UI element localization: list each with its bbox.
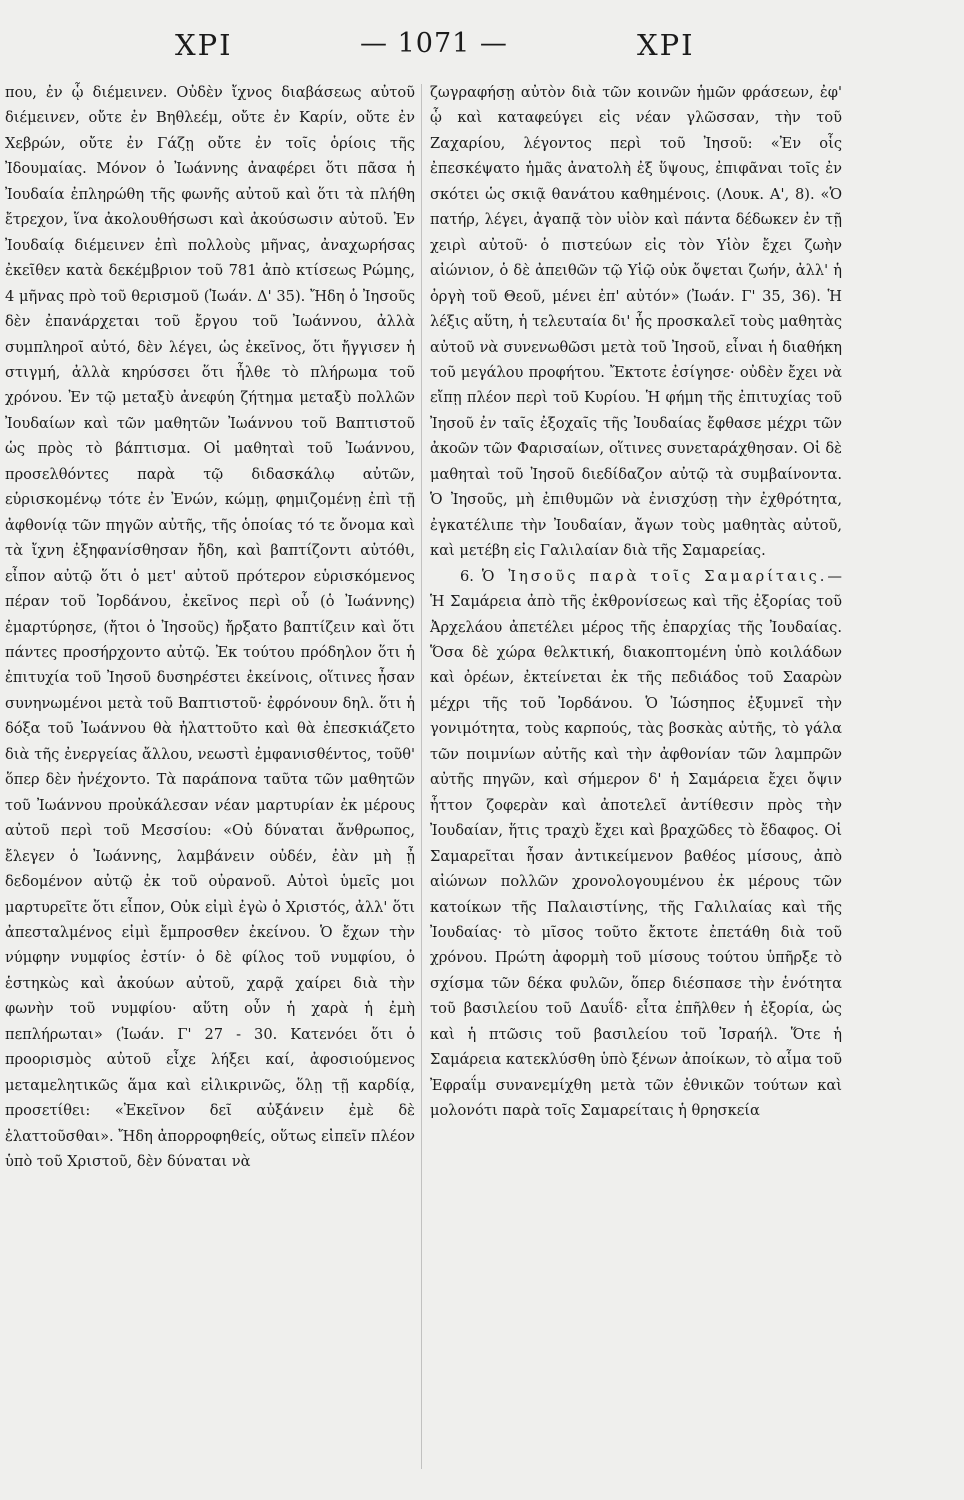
right-paragraph-1: ζωγραφήσῃ αὐτὸν διὰ τῶν κοινῶν ἡμῶν φράσεων, ἐφ' ᾧ καὶ καταφεύγει εἰς νέαν γλῶσσαν, τὴν τοῦ Ζαχαρίου, λέγοντος περὶ τοῦ Ἰησοῦ: «Ἐν οἷς ἐπεσκέψατο ἡμᾶς ἀνατολὴ ἐξ ὕψους, ἐπιφᾶναι τοῖς ἐν σκότει ὡς σκιᾷ θανάτου καθημένοις. (Λουκ. Α', 8). «Ὁ πατήρ, λέγει, ἀγαπᾷ τὸν υἱὸν καὶ πάντα δέδωκεν ἐν τῇ χειρὶ αὐτοῦ· ὁ πιστεύων εἰς τὸν Υἱὸν ἔχει ζωὴν αἰώνιον, ὁ δὲ ἀπειθῶν τῷ Υἱῷ οὐκ ὄψεται ζωήν, ἀλλ' ἡ ὀργὴ τοῦ Θεοῦ, μένει ἐπ' αὐτόν» (Ἰωάν. Γ' 35, 36). Ἡ λέξις αὕτη, ἡ τελευταία δι' ἧς προσκαλεῖ τοὺς μαθητὰς αὐτοῦ νὰ συνενωθῶσι μετὰ τοῦ Ἰησοῦ, εἶναι ἡ διαθήκη τοῦ μεγάλου προφήτου. Ἔκτοτε ἐσίγησε· οὐδὲν ἔχει νὰ εἴπῃ πλέον περὶ τοῦ Κυρίου. Ἡ φήμη τῆς ἐπιτυχίας τοῦ Ἰησοῦ ἐν ταῖς ἐξοχαῖς τῆς Ἰουδαίας ἔφθασε μέχρι τῶν ἀκοῶν τῶν Φαρισαίων, οἵτινες συνεταράχθησαν. Οἱ δὲ μαθηταὶ τοῦ Ἰησοῦ διεδίδαζον αὐτῷ τὰ συμβαίνοντα. Ὁ Ἰησοῦς, μὴ ἐπιθυμῶν νὰ ἐνισχύσῃ τὴν ἐχθρότητα, ἐγκατέλιπε τὴν Ἰουδαίαν, ἄγων τοὺς μαθητὰς αὐτοῦ, καὶ μετέβη εἰς Γαλιλαίαν διὰ τῆς Σαμαρείας.	[430, 84, 842, 560]
header-right-title: ΧΡΙ	[637, 28, 695, 62]
header-left-title: ΧΡΙ	[175, 28, 233, 62]
left-column	[5, 80, 415, 1174]
left-column-text: που, ἐν ᾧ διέμεινεν. Οὐδὲν ἴχνος διαβάσεως αὐτοῦ διέμεινεν, οὔτε ἐν Βηθλεέμ, οὔτε ἐν Καρίν, οὔτε ἐν Χεβρών, οὔτε ἐν Γάζῃ οὔτε ἐν τοῖς ὁρίοις τῆς Ἰδουμαίας. Μόνον ὁ Ἰωάννης ἀναφέρει ὅτι πᾶσα ἡ Ἰουδαία ἐπληρώθη τῆς φωνῆς αὐτοῦ καὶ ὅτι τὰ πλήθη ἔτρεχον, ἵνα ἀκολουθήσωσι καὶ ἀκούσωσιν αὐτοῦ. Ἐν Ἰουδαίᾳ διέμεινεν ἐπὶ πολλοὺς μῆνας, ἀναχωρήσας ἐκεῖθεν κατὰ δεκέμβριον τοῦ 781 ἀπὸ κτίσεως Ρώμης, 4 μῆνας πρὸ τοῦ θερισμοῦ (Ἰωάν. Δ' 35). Ἤδη ὁ Ἰησοῦς δὲν ἐπανάρχεται τοῦ ἔργου τοῦ Ἰωάννου, ἀλλὰ συμπληροῖ αὐτό, δὲν λέγει, ὡς ἐκεῖνος, ὅτι ἤγγισεν ἡ στιγμή, ἀλλὰ κηρύσσει ὅτι ἦλθε τὸ πλήρωμα τοῦ χρόνου. Ἐν τῷ μεταξὺ ἀνεφύη ζήτημα μεταξὺ πολλῶν Ἰουδαίων καὶ τῶν μαθητῶν Ἰωάννου τοῦ Βαπτιστοῦ ὡς πρὸς τὸ βάπτισμα. Οἱ μαθηταὶ τοῦ Ἰωάννου, προσελθόντες παρὰ τῷ διδασκάλῳ αὐτῶν, εὑρισκομένῳ τότε ἐν Ἐνών, κώμῃ, φημιζομένῃ ἐπὶ τῇ ἀφθονίᾳ τῶν πηγῶν αὐτῆς, τῆς ὁποίας τό τε ὄνομα καὶ τὰ ἴχνη ἐξηφανίσθησαν ἤδη, καὶ βαπτίζοντι αὐτόθι, εἶπον αὐτῷ ὅτι ὁ μετ' αὐτοῦ πρότερον εὑρισκόμενος πέραν τοῦ Ἰορδάνου, ἐκεῖνος περὶ οὗ (ὁ Ἰωάννης) ἐμαρτύρησε, (ἤτοι ὁ Ἰησοῦς) ἤρξατο βαπτίζειν καὶ ὅτι πάντες προσήρχοντο αὐτῷ. Ἐκ τούτου πρόδηλον ὅτι ἡ ἐπιτυχία τοῦ Ἰησοῦ δυσηρέστει ἐκείνοις, οἵτινες ἦσαν συνηνωμένοι μετὰ τοῦ Βαπτιστοῦ· ἐφρόνουν δηλ. ὅτι ἡ δόξα τοῦ Ἰωάννου θὰ ἠλαττοῦτο καὶ θὰ ἐπεσκιάζετο διὰ τῆς ἐνεργείας ἄλλου, νεωστὶ ἐμφανισθέντος, τοῦθ' ὅπερ δὲν ἠνέχοντο. Τὰ παράπονα ταῦτα τῶν μαθητῶν τοῦ Ἰωάννου προὐκάλεσαν νέαν μαρτυρίαν ἐκ μέρους αὐτοῦ περὶ τοῦ Μεσσίου: «Οὐ δύναται ἄνθρωπος, ἔλεγεν ὁ Ἰωάννης, λαμβάνειν οὐδέν, ἐὰν μὴ ᾖ δεδομένον αὐτῷ ἐκ τοῦ οὐρανοῦ. Αὐτοὶ ὑμεῖς μοι μαρτυρεῖτε ὅτι εἶπον, Οὐκ εἰμὶ ἐγὼ ὁ Χριστός, ἀλλ' ὅτι ἀπεσταλμένος εἰμὶ ἔμπροσθεν ἐκείνου. Ὁ ἔχων τὴν νύμφην νυμφίος ἐστίν· ὁ δὲ φίλος τοῦ νυμφίου, ὁ ἑστηκὼς καὶ ἀκούων αὐτοῦ, χαρᾷ χαίρει διὰ τὴν φωνὴν τοῦ νυμφίου· αὕτη οὖν ἡ χαρὰ ἡ ἐμὴ πεπλήρωται» (Ἰωάν. Γ' 27 - 30. Κατενόει ὅτι ὁ προορισμὸς αὐτοῦ εἶχε λήξει καί, ἀφοσιούμενος μεταμελητικῶς ἅμα καὶ εἰλικρινῶς, ὅλῃ τῇ καρδίᾳ, προσετίθει: «Ἐκεῖνον δεῖ αὐξάνειν ἐμὲ δὲ ἐλαττοῦσθαι». Ἤδη ἀπορροφηθείς, οὕτως εἰπεῖν πλέον ὑπὸ τοῦ Χριστοῦ, δὲν δύναται νὰ	[5, 84, 415, 1171]
right-paragraph-2: — Ἡ Σαμάρεια ἀπὸ τῆς ἐκθρονίσεως καὶ τῆς ἐξορίας τοῦ Ἀρχελάου ἀπετέλει μέρος τῆς ἐπαρχίας τῆς Ἰουδαίας. Ὅσα δὲ χώρα θελκτική, διακοπτομένη ὑπὸ κοιλάδων καὶ ὀρέων, ἐκτείνεται ἐκ τῆς πεδιάδος τοῦ Σααρὼν μέχρι τῆς τοῦ Ἰορδάνου. Ὁ Ἰώσηπος ἐξυμνεῖ τὴν γονιμότητα, τοὺς καρπούς, τὰς βοσκὰς αὐτῆς, τὸ γάλα τῶν ποιμνίων αὐτῆς καὶ τὴν ἀφθονίαν τῶν λαμπρῶν αὐτῆς πηγῶν, καὶ σήμερον δ' ἡ Σαμάρεια ἔχει ὄψιν ἧττον ζοφερὰν καὶ ἀποτελεῖ ἀντίθεσιν πρὸς τὴν Ἰουδαίαν, ἥτις τραχὺ ἔχει καὶ βραχῶδες τὸ ἔδαφος. Οἱ Σαμαρεῖται ἦσαν ἀντικείμενον βαθέος μίσους, ἀπὸ αἰώνων πολλῶν χρονολογουμένου ἐκ μέρους τῶν κατοίκων τῆς Παλαιστίνης, τῆς Γαλιλαίας καὶ τῆς Ἰουδαίας· τὸ μῖσος τοῦτο ἔκτοτε ἐπετάθη διὰ τοῦ χρόνου. Πρώτη ἀφορμὴ τοῦ μίσους τούτου ὑπῆρξε τὸ σχίσμα τῶν δέκα φυλῶν, ὅπερ διέσπασε τὴν ἑνότητα τοῦ βασιλείου τοῦ Δαυΐδ· εἶτα ἐπῆλθεν ἡ ἐξορία, ὡς καὶ ἡ πτῶσις τοῦ βασιλείου τοῦ Ἰσραήλ. Ὅτε ἡ Σαμάρεια κατεκλύσθη ὑπὸ ξένων ἀποίκων, τὸ αἷμα τοῦ Ἐφραΐμ συνανεμίχθη μετὰ τῶν ἐθνικῶν τούτων καὶ μολονότι παρὰ τοῖς Σαμαρείταις ἡ θρησκεία	[430, 567, 843, 1120]
section-number: 6.	[460, 567, 474, 585]
section-heading: Ὁ Ἰησοῦς παρὰ τοῖς Σαμαρίταις.	[481, 567, 828, 585]
section-6	[430, 564, 842, 1124]
page-header	[60, 28, 924, 68]
right-column	[430, 80, 842, 1124]
column-divider	[421, 84, 422, 1469]
page-number: — 1071 —	[360, 28, 508, 59]
